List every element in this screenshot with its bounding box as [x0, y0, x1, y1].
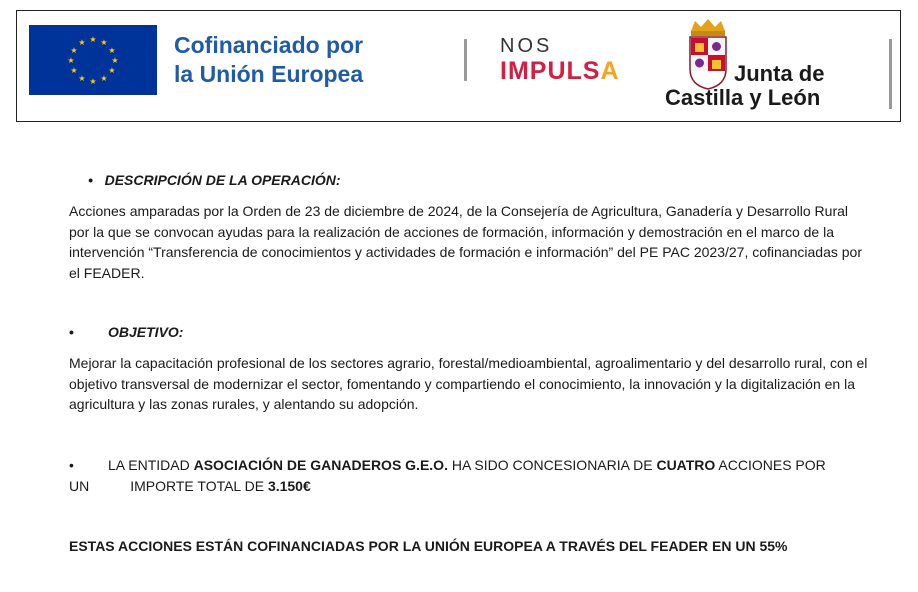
- entity-part-5: IMPORTE TOTAL DE: [130, 478, 268, 494]
- svg-text:★: ★: [70, 46, 78, 55]
- eu-line-1: Cofinanciado por: [174, 32, 364, 58]
- svg-text:★: ★: [70, 66, 78, 75]
- svg-text:★: ★: [111, 56, 119, 65]
- svg-text:★: ★: [89, 35, 97, 44]
- entity-part-4: UN: [69, 478, 90, 494]
- description-paragraph: Acciones amparadas por la Orden de 23 de diciembre de 2024, de la Consejería de Agricultura, Ganadería y Desarrollo Rural por la que se convocan ayudas para la realización de acciones de formación, información y demostración en el marco de la intervención “Transferencia de conocimientos y actividades de formación e información” del PE PAC 2023/27, cofinanciadas por el FEADER.: [69, 203, 862, 281]
- action-count: CUATRO: [656, 457, 716, 473]
- cofinancing-statement: ESTAS ACCIONES ESTÁN COFINANCIADAS POR LA UNIÓN EUROPEA A TRAVÉS DEL FEADER EN UN 55%: [69, 538, 788, 554]
- entity-name: ASOCIACIÓN DE GANADEROS G.E.O.: [193, 457, 448, 473]
- svg-text:★: ★: [100, 74, 108, 83]
- svg-text:★: ★: [89, 77, 97, 86]
- svg-text:★: ★: [108, 66, 116, 75]
- bullet: •: [88, 172, 93, 188]
- entity-part-2: HA SIDO CONCESIONARIA DE: [447, 457, 657, 473]
- castilla-leon-crest-icon: [677, 17, 739, 91]
- junta-label: Junta de: [734, 61, 825, 86]
- impulsa-logo-text: [500, 57, 620, 86]
- eu-line-2: la Unión Europea: [174, 61, 364, 87]
- banner-divider: [464, 39, 467, 81]
- total-amount: 3.150€: [267, 478, 311, 494]
- funding-banner: [16, 10, 901, 122]
- entity-statement-line-2: [69, 478, 311, 494]
- bullet: •: [69, 457, 74, 473]
- bullet: •: [69, 324, 74, 340]
- nos-label: NOS: [500, 35, 553, 57]
- svg-text:★: ★: [100, 38, 108, 47]
- svg-text:★: ★: [108, 46, 116, 55]
- svg-text:★: ★: [78, 74, 86, 83]
- entity-part-3: ACCIONES POR: [715, 457, 826, 473]
- eu-cofunded-text: [174, 31, 363, 89]
- banner-divider-right: [889, 39, 892, 109]
- castilla-leon-label: Castilla y León: [665, 85, 821, 110]
- impulsa-accent: A: [600, 57, 620, 85]
- svg-text:★: ★: [78, 38, 86, 47]
- description-heading-text: DESCRIPCIÓN DE LA OPERACIÓN:: [104, 172, 341, 188]
- entity-part-1: LA ENTIDAD: [108, 457, 194, 473]
- objective-heading: [69, 324, 183, 340]
- svg-text:★: ★: [67, 56, 75, 65]
- impulsa-main: IMPULS: [500, 57, 601, 85]
- description-heading: [88, 172, 341, 188]
- objective-heading-text: OBJETIVO:: [108, 324, 184, 340]
- objective-paragraph: Mejorar la capacitación profesional de los sectores agrario, forestal/medioambiental, agroalimentario y del desarrollo rural, con el objetivo transversal de modernizar el sector, fomentando y compartiendo el conocimiento, la innovación y la digitalización en la agricultura y las zonas rurales, y alentando su adopción.: [69, 355, 868, 412]
- entity-statement-line-1: [69, 457, 826, 473]
- eu-flag-icon: [29, 25, 157, 95]
